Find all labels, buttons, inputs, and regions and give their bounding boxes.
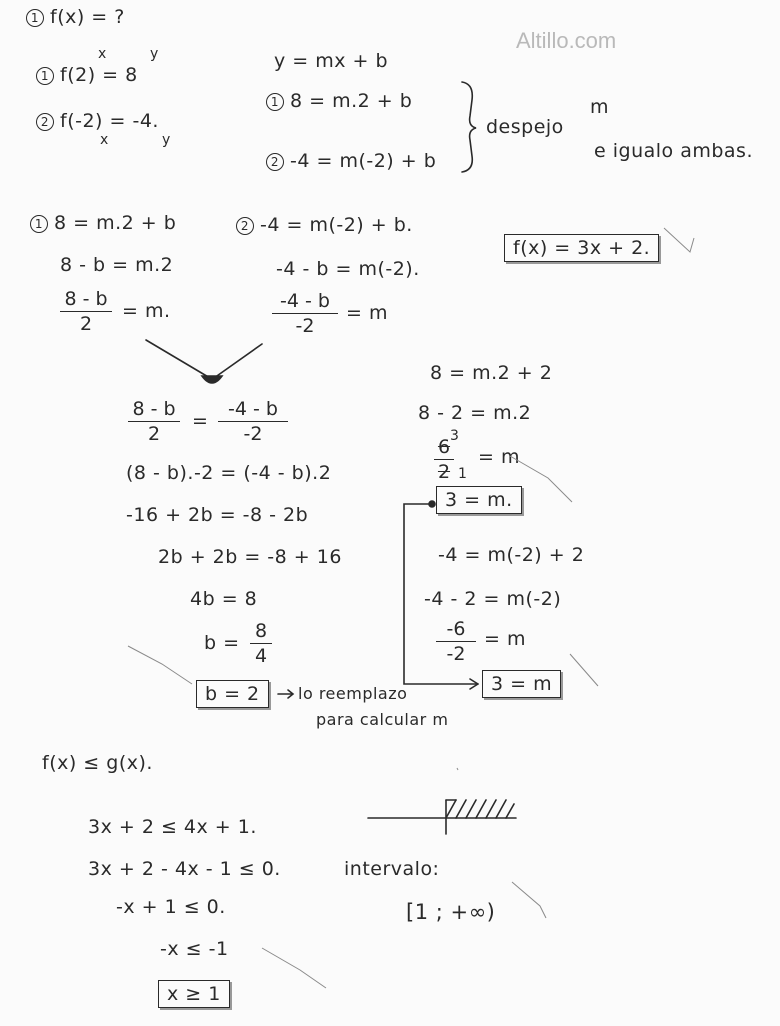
inequality-step-3: -x + 1 ≤ 0.	[116, 896, 226, 918]
interval-value: [1 ; +∞)	[406, 900, 496, 924]
point-1-text: f(2) = 8	[60, 64, 138, 86]
system-eq-2-number: 2	[236, 217, 254, 235]
step-number: 1	[26, 9, 44, 27]
fraction-den: -2	[295, 315, 315, 337]
system-eq-1-number: 1	[30, 215, 48, 233]
equation-2-number: 2	[266, 153, 284, 171]
point-2-number: 2	[36, 113, 54, 131]
check-mark-3	[128, 646, 192, 684]
fraction-num: 6	[437, 436, 451, 458]
watermark: Altillo.com	[516, 28, 617, 53]
inequality-step-4: -x ≤ -1	[160, 938, 229, 960]
x-label-2: x	[100, 132, 109, 148]
despejo-text: despejo	[486, 116, 564, 138]
check-mark-1	[664, 228, 694, 252]
m-check-rhs: = m	[484, 628, 526, 650]
equation-1-text: 8 = m.2 + b	[290, 90, 413, 112]
m-rhs: = m	[478, 446, 520, 468]
expand-step: -16 + 2b = -8 - 2b	[126, 504, 309, 526]
question: f(x) = ?	[50, 6, 125, 28]
system-eq-2-text: -4 = m(-2) + b.	[260, 214, 413, 236]
m-result-box-1: 3 = m.	[436, 486, 522, 514]
system-brace	[462, 82, 476, 172]
cancel-sub: 1	[458, 466, 468, 482]
system-eq-1-text: 8 = m.2 + b	[54, 212, 177, 234]
fraction-den: 2	[147, 423, 161, 445]
inequality-step-2: 3x + 2 - 4x - 1 ≤ 0.	[88, 858, 281, 880]
m-check-2: -4 - 2 = m(-2)	[424, 588, 562, 610]
result-function-box: f(x) = 3x + 2.	[504, 234, 659, 262]
check-mark-5	[512, 882, 546, 918]
m-check-1: -4 = m(-2) + 2	[438, 544, 585, 566]
check-mark-4	[570, 654, 598, 686]
merge-arrow-right	[214, 344, 262, 378]
merge-arrow-left	[146, 340, 210, 378]
inequality-result-box: x ≥ 1	[158, 980, 230, 1008]
general-equation: y = mx + b	[274, 50, 389, 72]
fraction-rhs: = m.	[122, 300, 171, 322]
equation-1-number: 1	[266, 93, 284, 111]
x-label: x	[98, 46, 107, 62]
iguala-text: e igualo ambas.	[594, 140, 753, 162]
fraction-den: -2	[243, 423, 263, 445]
point-1-number: 1	[36, 67, 54, 85]
inequality-step-1: 3x + 2 ≤ 4x + 1.	[88, 816, 257, 838]
b-result-box: b = 2	[196, 680, 269, 708]
isolate-step-1: 8 - b = m.2	[60, 254, 174, 276]
y-label-2: y	[162, 132, 171, 148]
connector-dot	[429, 501, 435, 507]
y-label: y	[150, 46, 159, 62]
cancel-result: 3	[450, 428, 460, 444]
fraction-rhs-2: = m	[346, 302, 388, 324]
fraction-den: 2	[437, 461, 451, 483]
isolate-step-2: -4 - b = m(-2).	[276, 258, 420, 280]
b-lhs: b =	[204, 632, 240, 654]
fraction-num: 8 - b	[132, 398, 176, 420]
simplify-step: 4b = 8	[190, 588, 258, 610]
fraction-num: -4 - b	[280, 290, 330, 312]
cross-multiply: (8 - b).-2 = (-4 - b).2	[126, 462, 332, 484]
note-arrow	[278, 690, 293, 698]
check-mark-2	[510, 456, 572, 502]
note-calc-m: para calcular m	[316, 710, 449, 729]
point-2-text: f(-2) = -4.	[60, 110, 159, 132]
interval-label: intervalo:	[344, 858, 440, 880]
equation-2-text: -4 = m(-2) + b	[290, 150, 437, 172]
merge-arrow-tip	[202, 376, 222, 383]
fraction-den: 2	[79, 313, 93, 335]
m-step-2: 8 - 2 = m.2	[418, 402, 532, 424]
note-replace: lo reemplazo	[298, 684, 408, 703]
fraction-num: 8	[254, 620, 268, 642]
inequality-title: f(x) ≤ g(x).	[42, 752, 153, 774]
interval-shading	[446, 800, 514, 818]
fraction-den: -2	[446, 643, 466, 665]
fraction-den: 4	[254, 645, 268, 667]
bracket-connector	[404, 504, 478, 684]
check-mark-6	[262, 948, 326, 988]
equal-sign: =	[192, 410, 209, 432]
stray-dot	[457, 768, 458, 770]
fraction-num: -4 - b	[228, 398, 278, 420]
m-step-1: 8 = m.2 + 2	[430, 362, 553, 384]
fraction-num: 8 - b	[64, 288, 108, 310]
despejo-variable: m	[590, 96, 610, 118]
m-result-box-2: 3 = m	[482, 670, 561, 698]
fraction-num: -6	[446, 618, 466, 640]
collect-step: 2b + 2b = -8 + 16	[158, 546, 342, 568]
